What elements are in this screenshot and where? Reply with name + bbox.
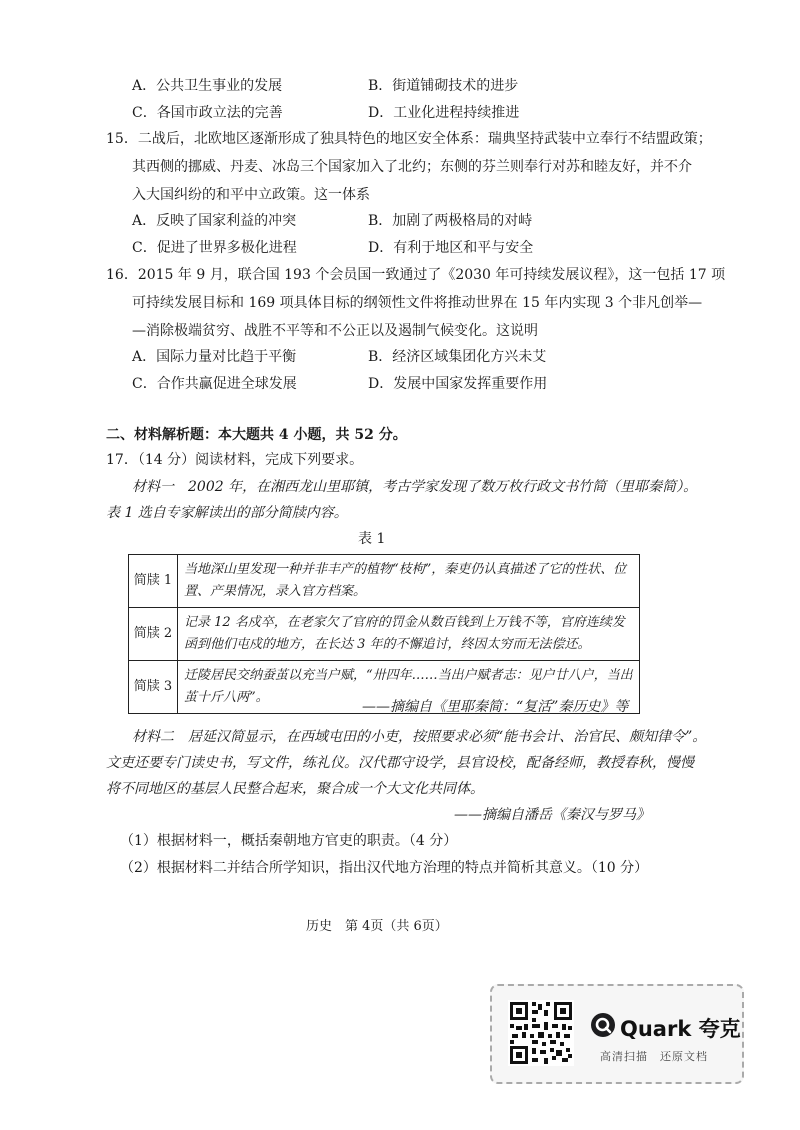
q14-option-c: C．各国市政立法的完善 bbox=[132, 105, 283, 121]
q14-option-b: B．街道铺砌技术的进步 bbox=[368, 78, 519, 94]
table-row-text: 当地深山里发现一种并非丰产的植物“枝枸”，秦吏仍认真描述了它的性状、位置、产果情况，录入官方档案。 bbox=[178, 555, 640, 608]
q15-option-c: C．促进了世界多极化进程 bbox=[132, 240, 297, 256]
table-row-text: 记录 12 名戍卒，在老家欠了官府的罚金从数百钱到上万钱不等，官府连续发函到他们屯戍的地方，在长达 3 年的不懈追讨，终因太穷而无法偿还。 bbox=[178, 608, 640, 661]
material1-source: ——摘编自《里耶秦简：“复活”秦历史》等 bbox=[362, 699, 629, 715]
table-row-key: 简牍 2 bbox=[129, 608, 178, 661]
q17-material1-line2: 表 1 选自专家解读出的部分简牍内容。 bbox=[106, 505, 348, 521]
table-row-text: 迁陵居民交纳蚕茧以充当户赋，“卅四年……当出户赋者志：见户廿八户，当出茧十斤八两”。 bbox=[178, 661, 640, 714]
q15-option-b: B．加剧了两极格局的对峙 bbox=[368, 213, 533, 229]
quark-watermark bbox=[490, 984, 744, 1084]
quark-brand-text: Quark 夸克 bbox=[620, 1017, 741, 1041]
table-row bbox=[129, 608, 640, 661]
q15-stem-line3: 入大国纠纷的和平中立政策。这一体系 bbox=[132, 187, 370, 203]
table-row-key: 简牍 1 bbox=[129, 555, 178, 608]
table-row-key: 简牍 3 bbox=[129, 661, 178, 714]
table-caption: 表 1 bbox=[358, 531, 386, 547]
quark-tagline: 高清扫描 还原文档 bbox=[600, 1050, 708, 1063]
q17-material1-line1: 材料一 2002 年，在湘西龙山里耶镇，考古学家发现了数万枚行政文书竹简（里耶秦简）。 bbox=[132, 479, 698, 495]
page-footer: 历史 第 4页（共 6页） bbox=[306, 919, 448, 934]
qr-code-icon bbox=[508, 1000, 574, 1066]
q16-stem-line1: 16．2015 年 9 月，联合国 193 个会员国一致通过了《2030 年可持续发展议程》，这一包括 17 项 bbox=[106, 267, 726, 283]
q16-option-b: B．经济区域集团化方兴未艾 bbox=[368, 349, 547, 365]
q14-option-a: A．公共卫生事业的发展 bbox=[132, 78, 283, 94]
q17-material2-line3: 将不同地区的基层人民整合起来，聚合成一个大文化共同体。 bbox=[106, 781, 484, 797]
q17-material2-line2: 文吏还要专门读史书，写文件，练礼仪。汉代郡守设学，县官设校，配备经师，教授春秋，慢慢 bbox=[106, 755, 694, 771]
q17-requirement-1: （1）根据材料一，概括秦朝地方官吏的职责。（4 分） bbox=[120, 833, 458, 849]
q16-option-a: A．国际力量对比趋于平衡 bbox=[132, 349, 297, 365]
section2-heading: 二、材料解析题：本大题共 4 小题，共 52 分。 bbox=[106, 427, 407, 443]
q17-intro: 17．（14 分）阅读材料，完成下列要求。 bbox=[106, 452, 364, 468]
q15-stem-line1: 15．二战后，北欧地区逐渐形成了独具特色的地区安全体系：瑞典坚持武装中立奉行不结盟政策； bbox=[106, 131, 712, 147]
q17-requirement-2: （2）根据材料二并结合所学知识，指出汉代地方治理的特点并简析其意义。（10 分） bbox=[120, 860, 649, 876]
bamboo-slip-table bbox=[128, 554, 640, 714]
q15-option-d: D．有利于地区和平与安全 bbox=[368, 240, 534, 256]
q15-option-a: A．反映了国家利益的冲突 bbox=[132, 213, 297, 229]
q15-stem-line2: 其西侧的挪威、丹麦、冰岛三个国家加入了北约；东侧的芬兰则奉行对苏和睦友好，并不介 bbox=[132, 159, 692, 175]
table-row bbox=[129, 555, 640, 608]
q16-option-d: D．发展中国家发挥重要作用 bbox=[368, 376, 548, 392]
q14-option-d: D．工业化进程持续推进 bbox=[368, 105, 520, 121]
q16-stem-line3: —消除极端贫穷、战胜不平等和不公正以及遏制气候变化。这说明 bbox=[132, 323, 538, 339]
q16-option-c: C．合作共赢促进全球发展 bbox=[132, 376, 297, 392]
material2-source: ——摘编自潘岳《秦汉与罗马》 bbox=[454, 807, 650, 823]
q17-material2-line1: 材料二 居延汉简显示，在西域屯田的小吏，按照要求必须“能书会计、治官民、颇知律令”。 bbox=[132, 729, 707, 745]
q16-stem-line2: 可持续发展目标和 169 项具体目标的纲领性文件将推动世界在 15 年内实现 3 个非凡创举— bbox=[132, 295, 703, 311]
quark-logo-icon bbox=[590, 1012, 616, 1038]
